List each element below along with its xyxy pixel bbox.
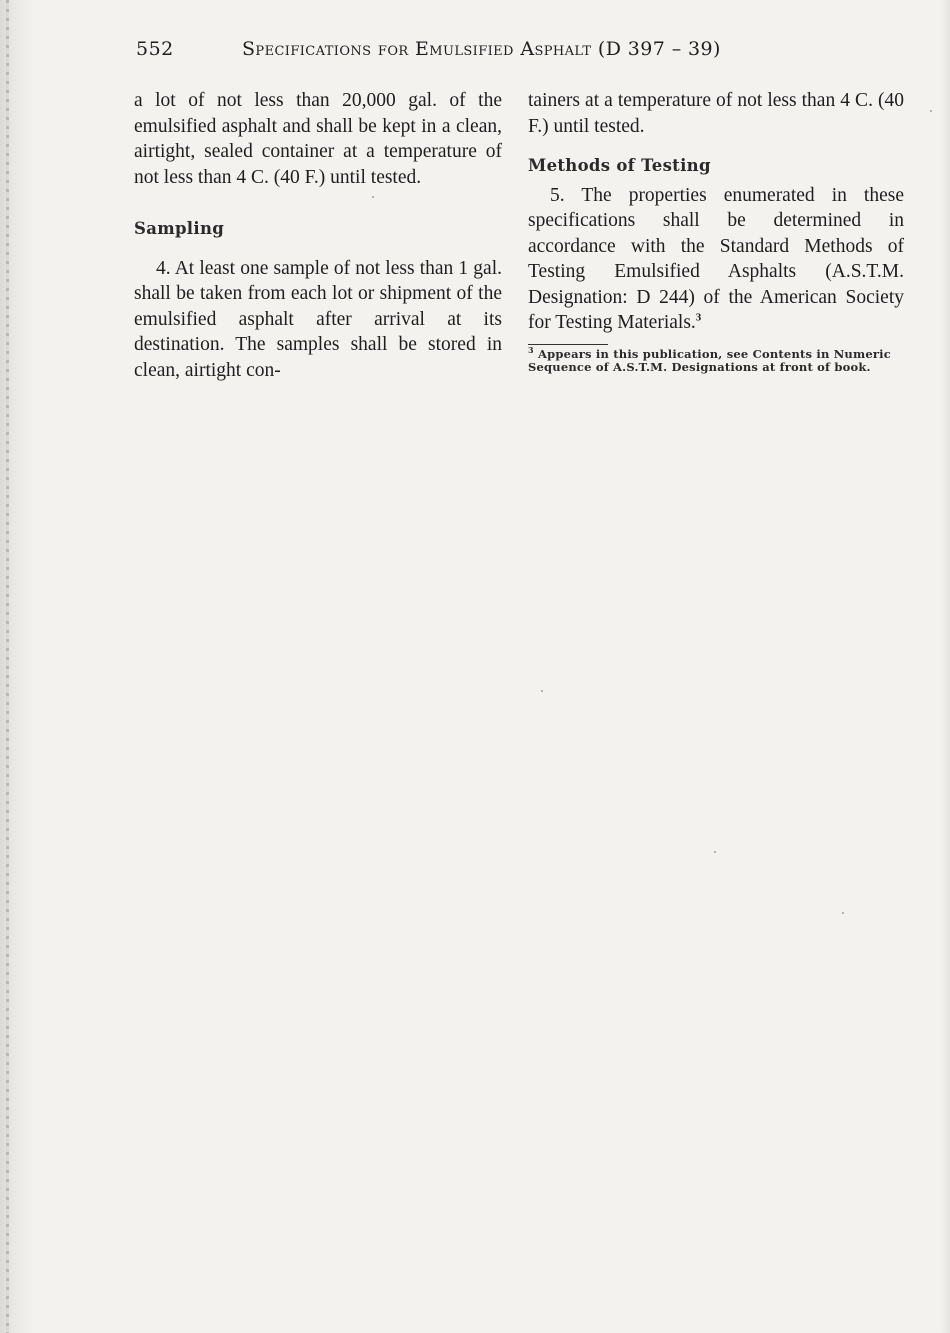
- paragraph-5-text: 5. The properties enumerated in these specifications shall be determined in accordance with the Standard Methods of Testing Emulsified Asphalts (A.S.T.M. Designation: D 244) of the American Society for Testing Materials.: [528, 184, 904, 333]
- footnote-reference: 3: [695, 311, 702, 324]
- paper-speck: [842, 912, 844, 914]
- right-column: [528, 88, 904, 374]
- sampling-heading: Sampling: [134, 219, 225, 238]
- binding-gutter: [6, 0, 9, 1333]
- page-number: 552: [136, 38, 174, 60]
- paper-speck: [714, 851, 716, 853]
- footnote-rule: [528, 344, 608, 345]
- paragraph-4: 4. At least one sample of not less than 1 gal. shall be taken from each lot or shipment of the emulsified asphalt after arrival at its destination. The samples shall be stored in clean, airtight con-: [134, 257, 502, 381]
- footnote: [528, 344, 904, 374]
- footnote-marker: 3: [528, 344, 534, 355]
- paper-speck: [541, 690, 543, 692]
- running-title: Specifications for Emulsified Asphalt (D 397 – 39): [242, 38, 721, 60]
- running-header: [136, 34, 906, 64]
- paper-speck: [930, 110, 932, 112]
- footnote-text: Appears in this publication, see Contents in Numeric Sequence of A.S.T.M. Designations at front of book.: [528, 346, 891, 374]
- left-column: [134, 88, 502, 383]
- right-continuation-paragraph: tainers at a temperature of not less than 4 C. (40 F.) until tested.: [528, 90, 904, 137]
- paragraph-5: [528, 183, 904, 336]
- left-continuation-paragraph: a lot of not less than 20,000 gal. of the emulsified asphalt and shall be kept in a clean, airtight, sealed container at a temperature of not less than 4 C. (40 F.) until tested.: [134, 90, 502, 188]
- paper-speck: [372, 196, 374, 198]
- methods-of-testing-heading: Methods of Testing: [528, 156, 711, 175]
